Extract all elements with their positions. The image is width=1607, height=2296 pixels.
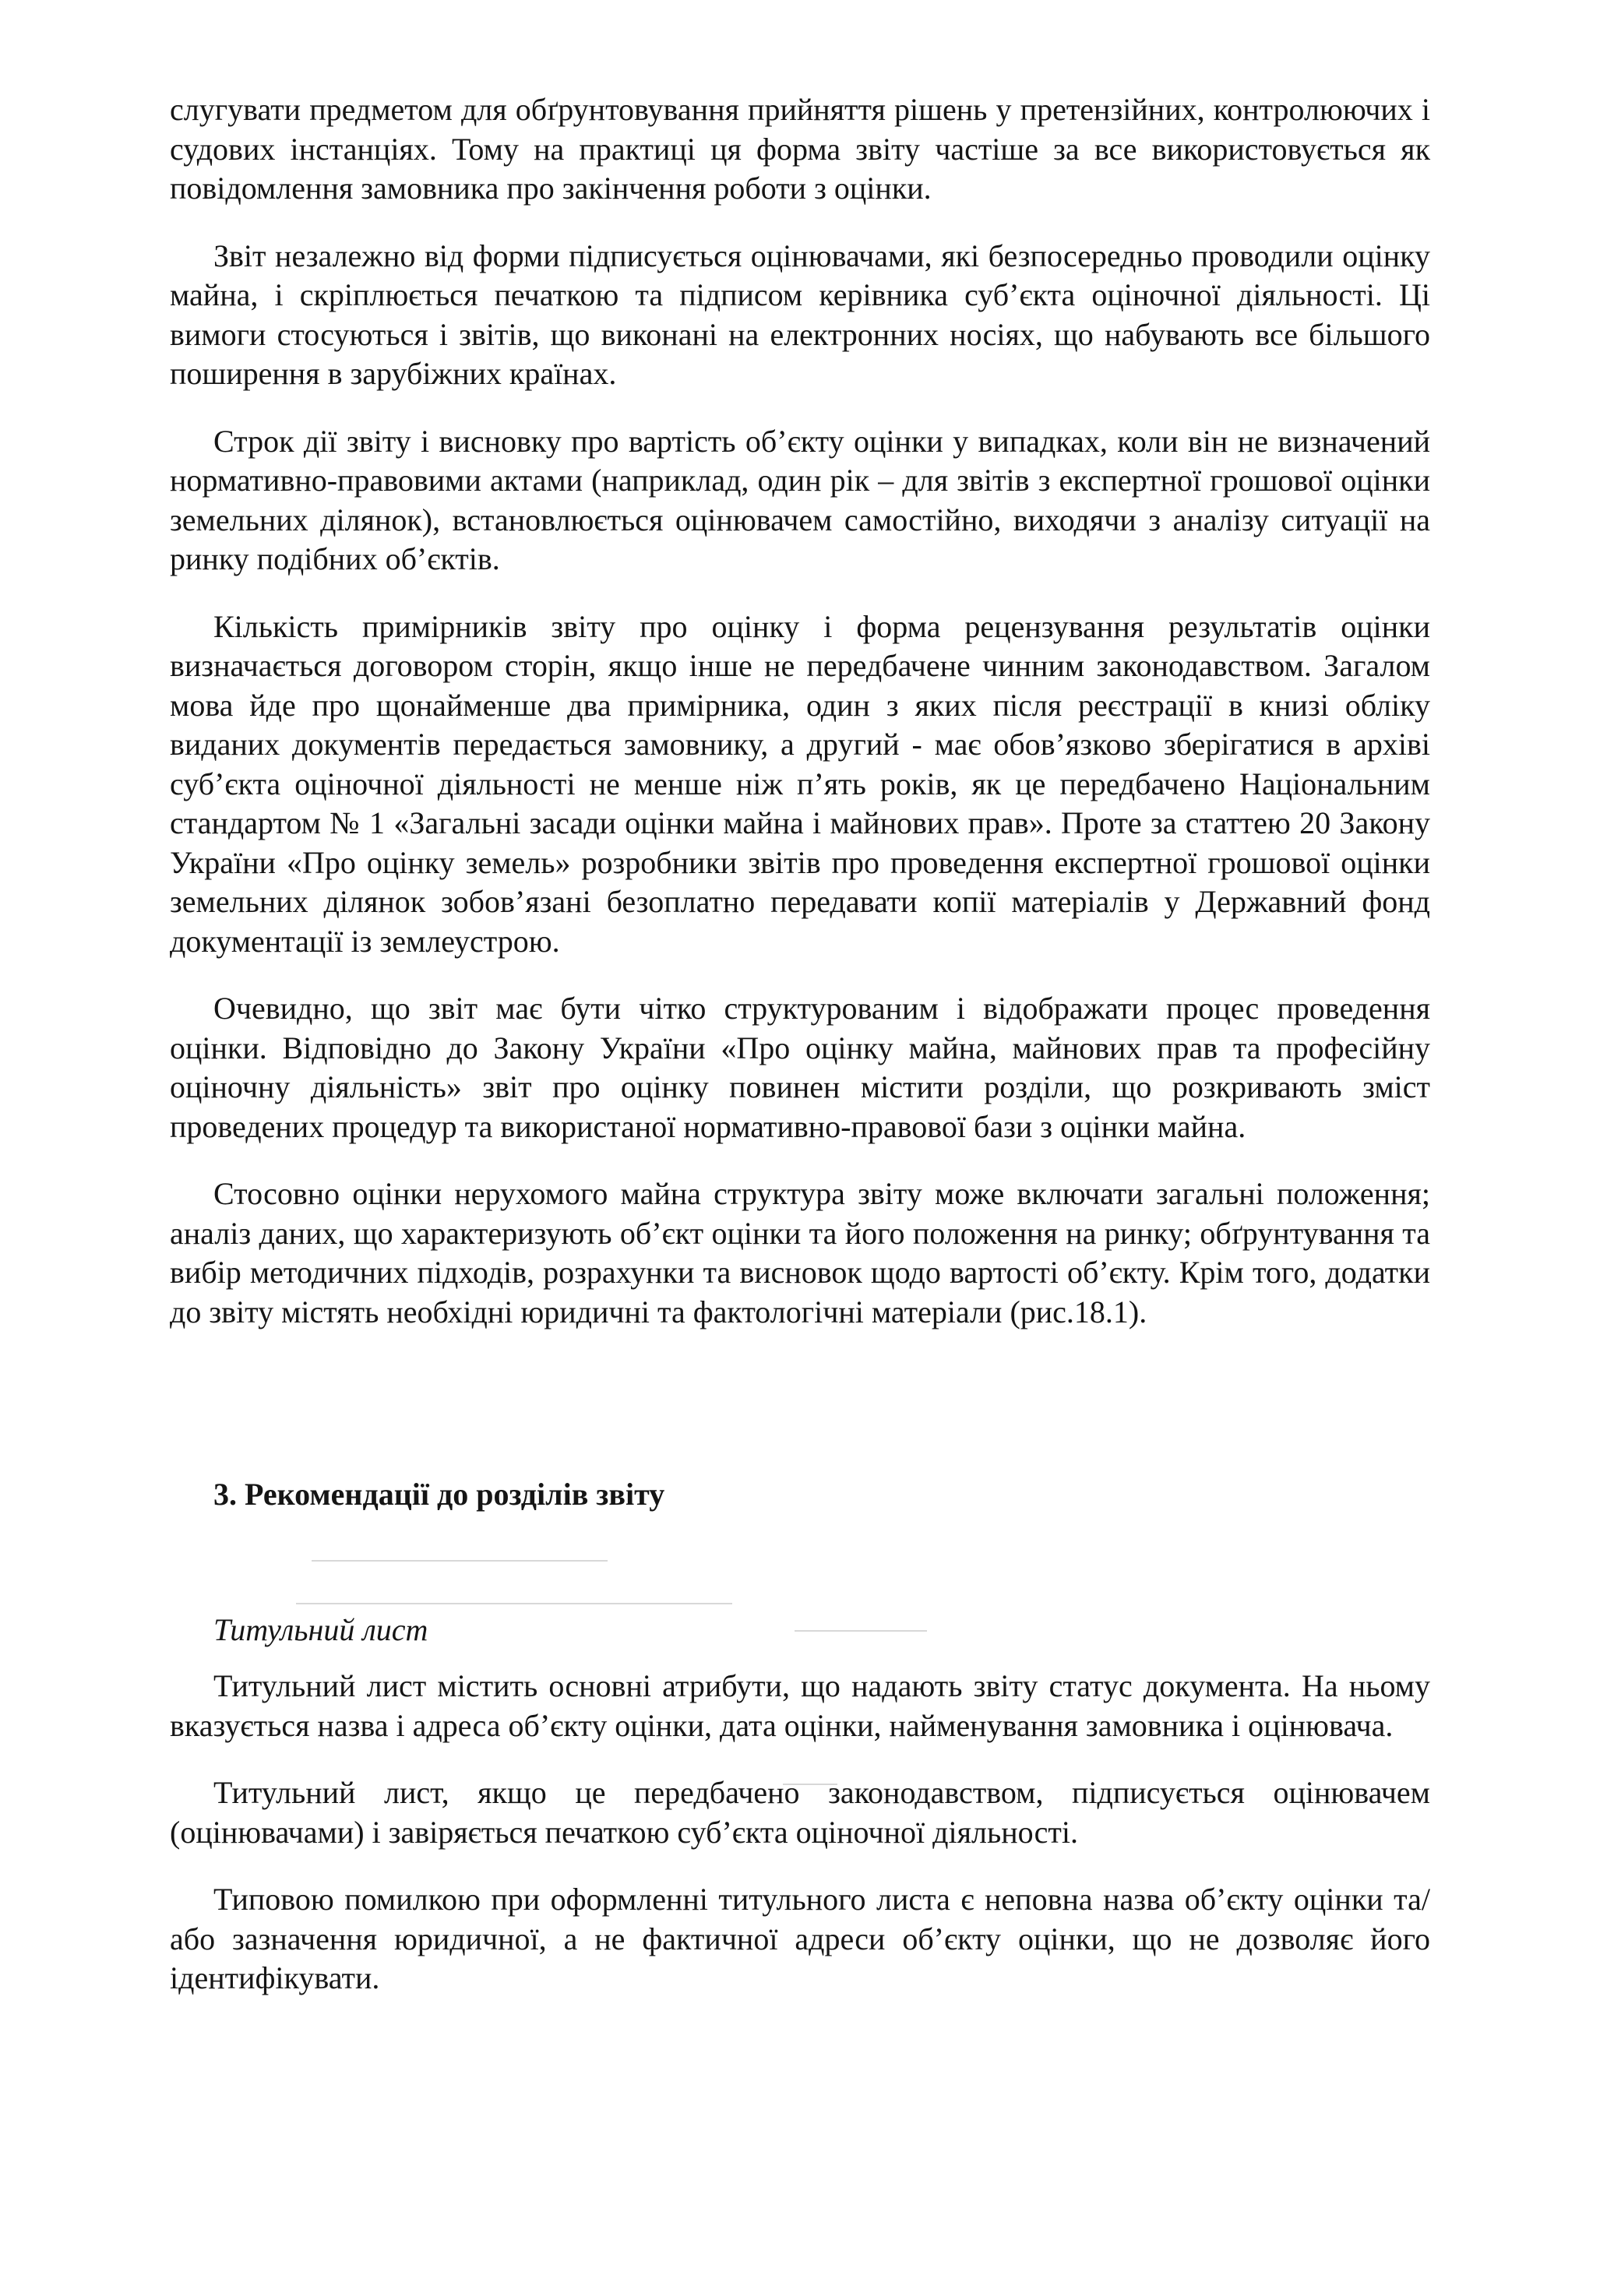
paragraph: Очевидно, що звіт має бути чітко структурованим і відображати процес проведення оцінки. Відповідно до Закону України «Про оцінку майна, майнових прав та професійну оціночну діяльність» звіт про оцінку повинен містити розділи, що розкривають зміст проведених процедур та використаної нормативно-правової бази з оцінки майна.: [170, 991, 1430, 1144]
paragraph: слугувати предметом для обґрунтовування прийняття рішень у претензійних, контролюючих і судових інстанціях. Тому на практиці ця форма звіту частіше за все використовується як повідомлення замовника про закінчення роботи з оцінки.: [170, 92, 1430, 206]
paragraph: Типовою помилкою при оформленні титульного листа є неповна назва об’єкту оцінки та/або зазначення юридичної, а не фактичної адреси об’єкту оцінки, що не дозволяє його ідентифікувати.: [170, 1882, 1430, 1995]
paragraph: Титульний лист, якщо це передбачено законодавством, підписується оцінювачем (оцінювачами) і завіряється печаткою суб’єкта оціночної діяльності.: [170, 1775, 1430, 1850]
spacer: [170, 1360, 1430, 1475]
paragraph: Строк дії звіту і висновку про вартість об’єкту оцінки у випадках, коли він не визначений нормативно-правовими актами (наприклад, один рік – для звітів з експертної грошової оцінки земельних ділянок), встановлюється оцінювачем самостійно, виходячи з аналізу ситуації на ринку подібних об’єктів.: [170, 423, 1430, 576]
paragraph: Титульний лист містить основні атрибути, що надають звіту статус документа. На ньому вказується назва і адреса об’єкту оцінки, дата оцінки, найменування замовника і оцінювача.: [170, 1668, 1430, 1743]
section-heading: 3. Рекомендації до розділів звіту: [213, 1477, 665, 1512]
document-body: [170, 90, 1430, 2027]
subsection-title: Титульний лист: [213, 1612, 428, 1647]
paragraph: Стосовно оцінки нерухомого майна структура звіту може включати загальні положення; аналіз даних, що характеризують об’єкт оцінки та його положення на ринку; обґрунтування та вибір методичних підходів, розрахунки та висновок щодо вартості об’єкту. Крім того, додатки до звіту містять необхідні юридичні та фактологічні матеріали (рис.18.1).: [170, 1176, 1430, 1329]
paragraph: Звіт незалежно від форми підписується оцінювачами, які безпосередньо проводили оцінку майна, і скріплюється печаткою та підписом керівника суб’єкта оціночної діяльності. Ці вимоги стосуються і звітів, що виконані на електронних носіях, що набувають все більшого поширення в зарубіжних країнах.: [170, 238, 1430, 391]
spacer: [170, 1514, 1430, 1611]
paragraph: Кількість примірників звіту про оцінку і форма рецензування результатів оцінки визначається договором сторін, якщо інше не передбачене чинним законодавством. Загалом мова йде про щонайменше два примірника, один з яких після реєстрації в книзі обліку виданих документів передається замовнику, а другий - має обов’язково зберігатися в архіві суб’єкта оціночної діяльності не менше ніж п’ять років, як це передбачено Національним стандартом № 1 «Загальні засади оцінки майна і майнових прав». Проте за статтею 20 Закону України «Про оцінку земель» розробники звітів про проведення експертної грошової оцінки земельних ділянок зобов’язані безоплатно передавати копії матеріалів у Державний фонд документації із землеустрою.: [170, 608, 1430, 959]
